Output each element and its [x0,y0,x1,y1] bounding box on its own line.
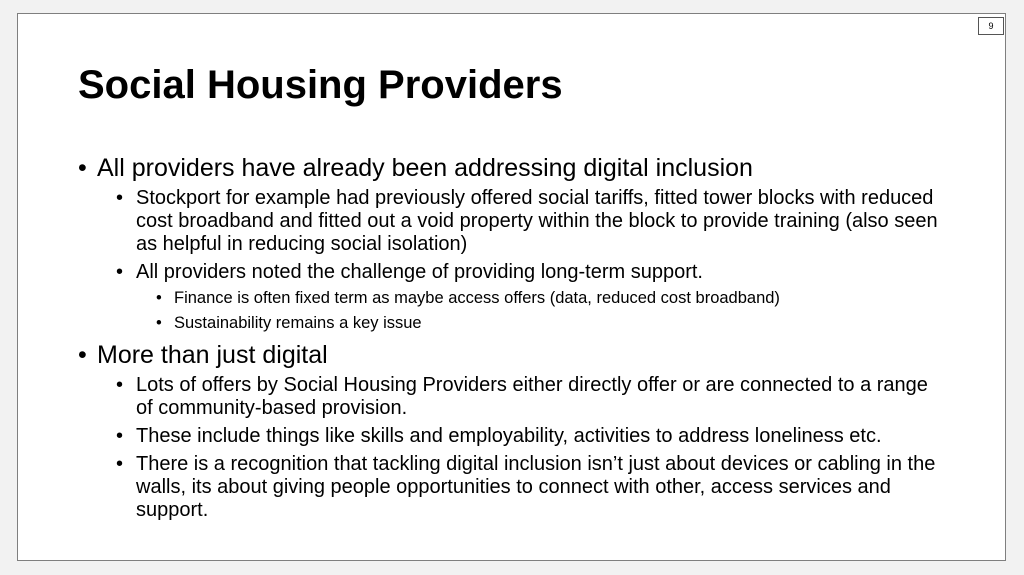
bullet-text: There is a recognition that tackling digital inclusion isn’t just about devices or cabling in the walls, its about giving people opportunities to connect with other, access services and support. [136,453,936,521]
bullet-text: All providers noted the challenge of providing long-term support. [136,261,703,283]
bullet-glyph: • [78,154,87,182]
bullet-level3 [156,288,948,308]
bullet-glyph: • [116,261,124,283]
bullet-level2 [116,261,948,284]
bullet-glyph: • [116,425,124,447]
bullet-text: Sustainability remains a key issue [174,314,422,332]
bullet-glyph: • [116,374,124,396]
bullet-text: Lots of offers by Social Housing Providers either directly offer or are connected to a range of community-based provision. [136,374,928,419]
bullet-text: More than just digital [97,341,328,369]
bullet-level2 [116,374,948,420]
bullet-glyph: • [116,453,124,475]
bullet-level2 [116,453,948,522]
bullet-level1 [78,340,948,371]
bullet-level2 [116,425,948,448]
bullet-glyph: • [78,341,87,369]
bullet-level2 [116,187,948,256]
bullet-text: These include things like skills and employability, activities to address loneliness etc. [136,425,882,447]
bullet-glyph: • [156,314,162,332]
bullet-text: Stockport for example had previously offered social tariffs, fitted tower blocks with reduced cost broadband and fitted out a void property within the block to provide training (also seen as helpful in reducing social isolation) [136,187,938,255]
bullet-level3 [156,313,948,333]
slide-title: Social Housing Providers [78,63,563,107]
page-number: 9 [978,17,1004,35]
bullet-text: Finance is often fixed term as maybe access offers (data, reduced cost broadband) [174,289,780,307]
slide-body [78,153,948,522]
bullet-level1 [78,153,948,184]
bullet-glyph: • [116,187,124,209]
bullet-glyph: • [156,289,162,307]
bullet-text: All providers have already been addressing digital inclusion [97,154,753,182]
